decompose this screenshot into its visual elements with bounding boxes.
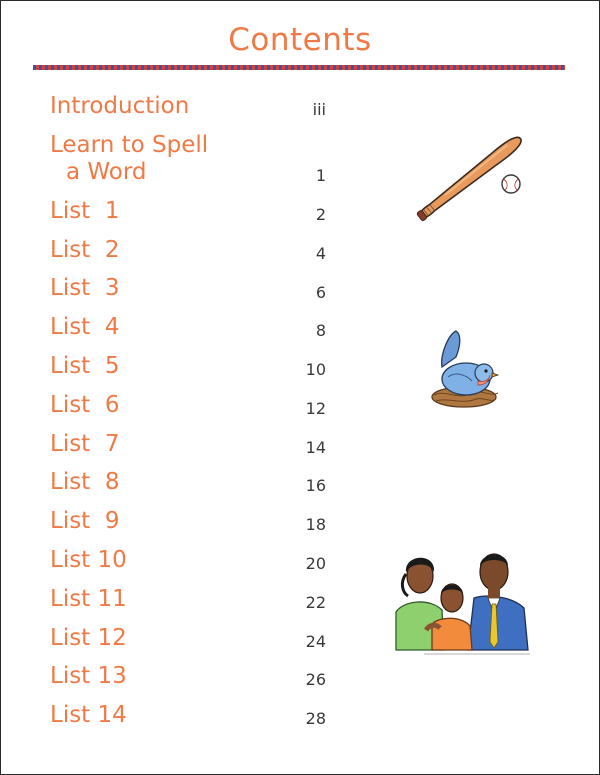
baseball-bat-icon	[400, 128, 540, 223]
toc-page-list-10: 20	[305, 554, 326, 573]
toc-entry-list-12[interactable]: List 12	[50, 625, 127, 651]
toc-entry-list-8[interactable]: List 8	[50, 469, 120, 495]
toc-page-list-14: 28	[305, 709, 326, 728]
toc-page-list-2: 4	[315, 244, 326, 263]
toc-entry-list-11[interactable]: List 11	[50, 586, 127, 612]
toc-entry-list-4[interactable]: List 4	[50, 314, 120, 340]
toc-entry-list-5[interactable]: List 5	[50, 353, 120, 379]
toc-entry-list-2[interactable]: List 2	[50, 237, 120, 263]
toc-entry-learn-to-spell-line2: a Word	[66, 159, 147, 185]
toc-page-list-5: 10	[305, 360, 326, 379]
toc-page-list-4: 8	[315, 321, 326, 340]
bluebird-nest-icon	[428, 327, 504, 417]
toc-page-list-7: 14	[305, 438, 326, 457]
toc-entry-learn-to-spell-line1: Learn to Spell	[50, 132, 209, 158]
toc-page-list-13: 26	[305, 670, 326, 689]
toc-entry-introduction[interactable]: Introduction	[50, 93, 190, 119]
toc-page-introduction: iii	[312, 100, 326, 119]
toc-page-list-1: 2	[315, 205, 326, 224]
toc-entry-list-9[interactable]: List 9	[50, 508, 120, 534]
toc-page-list-11: 22	[305, 593, 326, 612]
page-title: Contents	[228, 22, 372, 58]
baseball-icon	[502, 175, 520, 193]
toc-entry-list-3[interactable]: List 3	[50, 275, 120, 301]
toc-entry-learn-to-spell[interactable]	[50, 132, 208, 186]
toc-page-list-6: 12	[305, 399, 326, 418]
toc-entry-list-7[interactable]: List 7	[50, 431, 120, 457]
family-portrait-icon	[390, 538, 532, 660]
toc-entry-list-1[interactable]: List 1	[50, 198, 120, 224]
toc-entry-list-10[interactable]: List 10	[50, 547, 127, 573]
toc-entry-list-6[interactable]: List 6	[50, 392, 120, 418]
toc-entry-list-13[interactable]: List 13	[50, 663, 127, 689]
toc-page-list-3: 6	[315, 283, 326, 302]
toc-page-list-12: 24	[305, 632, 326, 651]
toc-entry-list-14[interactable]: List 14	[50, 702, 127, 728]
toc-page-learn-to-spell: 1	[315, 166, 326, 185]
toc-page-list-8: 16	[305, 476, 326, 495]
toc-page-list-9: 18	[305, 515, 326, 534]
